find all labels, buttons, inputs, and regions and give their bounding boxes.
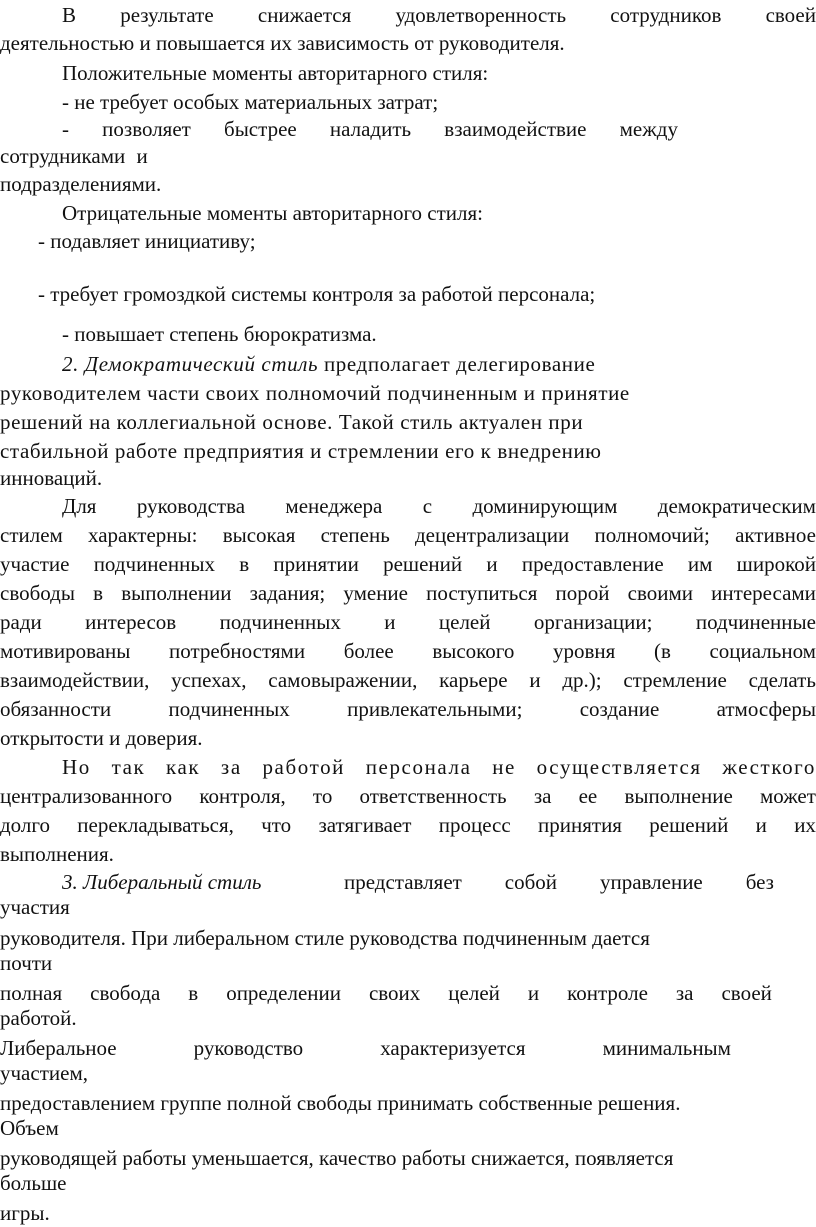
text-line bbox=[0, 812, 816, 839]
word: свобода bbox=[90, 981, 161, 1005]
word: целей bbox=[438, 610, 491, 634]
word: контроля, bbox=[199, 784, 286, 808]
text-line bbox=[0, 980, 772, 1007]
word: подчиненных bbox=[219, 610, 341, 634]
word: ее bbox=[578, 784, 598, 808]
word: своей bbox=[765, 3, 816, 27]
word: задания; bbox=[249, 581, 326, 605]
word: предоставление bbox=[521, 552, 664, 576]
word: минимальным bbox=[602, 1036, 731, 1060]
word: за bbox=[675, 981, 694, 1005]
word: интересов bbox=[85, 610, 177, 634]
text-line: подразделениями. bbox=[0, 172, 162, 196]
word: высокого bbox=[432, 639, 515, 663]
word: снижается bbox=[257, 3, 352, 27]
word: процесс bbox=[438, 813, 511, 837]
word: уровня bbox=[553, 639, 616, 663]
word: активное bbox=[735, 523, 816, 547]
text-line: руководителем части своих полномочий подчиненным и принятие bbox=[0, 381, 630, 405]
word: мотивированы bbox=[0, 639, 131, 663]
text-line: Отрицательные моменты авторитарного стиля: bbox=[62, 201, 483, 225]
word: карьере bbox=[439, 668, 508, 692]
word: В bbox=[62, 3, 77, 27]
word: между bbox=[619, 117, 678, 141]
text-line bbox=[0, 696, 816, 723]
word: Для bbox=[62, 494, 97, 518]
word: как bbox=[166, 755, 201, 779]
word: атмосферы bbox=[716, 697, 816, 721]
word: централизованного bbox=[0, 784, 173, 808]
word: и bbox=[529, 668, 541, 692]
word: руководство bbox=[193, 1036, 304, 1060]
text-line: деятельностью и повышается их зависимость от руководителя. bbox=[0, 31, 565, 55]
word: интересами bbox=[711, 581, 816, 605]
word: и bbox=[384, 610, 396, 634]
word: участие bbox=[0, 552, 70, 576]
text-line: руководителя. При либеральном стиле руководства подчиненным дается bbox=[0, 926, 650, 950]
text-line bbox=[62, 116, 678, 143]
word: взаимодействии, bbox=[0, 668, 150, 692]
word: им bbox=[687, 552, 713, 576]
word: без bbox=[745, 870, 774, 894]
word: Либеральное bbox=[0, 1036, 117, 1060]
text-line bbox=[0, 667, 816, 694]
text-line: участием, bbox=[0, 1061, 88, 1085]
word: принятии bbox=[273, 552, 359, 576]
text-line bbox=[0, 1035, 731, 1062]
word: за bbox=[220, 755, 242, 779]
word: потребностями bbox=[169, 639, 306, 663]
text-line: - не требует особых материальных затрат; bbox=[62, 90, 439, 114]
word: организации; bbox=[533, 610, 653, 634]
word: самовыражении, bbox=[268, 668, 418, 692]
text-line bbox=[62, 2, 816, 29]
word: менеджера bbox=[285, 494, 383, 518]
section-heading-democratic: 2. Демократический стиль bbox=[62, 352, 319, 376]
word: характеризуется bbox=[380, 1036, 526, 1060]
word: - bbox=[62, 117, 69, 141]
word: своей bbox=[721, 981, 772, 1005]
word: социальном bbox=[709, 639, 816, 663]
word: управление bbox=[599, 870, 703, 894]
word: перекладываться, bbox=[77, 813, 234, 837]
word: подчиненные bbox=[695, 610, 816, 634]
word: порой bbox=[555, 581, 610, 605]
text-line: работой. bbox=[0, 1006, 77, 1030]
word: в bbox=[188, 981, 199, 1005]
word: принятия bbox=[538, 813, 622, 837]
word: за bbox=[533, 784, 552, 808]
word: поступиться bbox=[426, 581, 538, 605]
word: и bbox=[755, 813, 767, 837]
word: не bbox=[492, 755, 516, 779]
word: позволяет bbox=[102, 117, 191, 141]
text-line: почти bbox=[0, 951, 53, 975]
text-line: инноваций. bbox=[0, 466, 103, 490]
text-line: решений на коллегиальной основе. Такой стиль актуален при bbox=[0, 410, 584, 434]
word: целей bbox=[448, 981, 500, 1005]
word: взаимодействие bbox=[444, 117, 587, 141]
text-line bbox=[0, 783, 816, 810]
word: наладить bbox=[329, 117, 412, 141]
word: успехах, bbox=[171, 668, 247, 692]
text-line bbox=[0, 551, 816, 578]
word: высокая bbox=[222, 523, 296, 547]
word: выполнении bbox=[121, 581, 232, 605]
word: децентрализации bbox=[414, 523, 570, 547]
word: может bbox=[759, 784, 816, 808]
text-line: открытости и доверия. bbox=[0, 726, 203, 750]
word: подчиненных bbox=[93, 552, 215, 576]
text-line: Объем bbox=[0, 1116, 59, 1140]
word: своими bbox=[627, 581, 694, 605]
text-line: - повышает степень бюрократизма. bbox=[62, 322, 377, 346]
word: персонала bbox=[365, 755, 472, 779]
word: контроле bbox=[567, 981, 648, 1005]
word: что bbox=[261, 813, 292, 837]
text-fragment bbox=[344, 869, 774, 896]
word: их bbox=[794, 813, 816, 837]
word: работой bbox=[262, 755, 346, 779]
word: стилем bbox=[0, 523, 63, 547]
word: решений bbox=[383, 552, 463, 576]
word: обязанности bbox=[0, 697, 112, 721]
text-line bbox=[0, 638, 816, 665]
word: так bbox=[111, 755, 146, 779]
word: характерны: bbox=[88, 523, 198, 547]
word: подчиненных bbox=[168, 697, 290, 721]
word: затягивает bbox=[318, 813, 412, 837]
text-line: стабильной работе предприятия и стремлении его к внедрению bbox=[0, 439, 602, 463]
word: создание bbox=[579, 697, 660, 721]
word: руководства bbox=[136, 494, 246, 518]
word: др.); bbox=[562, 668, 602, 692]
text-line: предоставлением группе полной свободы принимать собственные решения. bbox=[0, 1091, 681, 1115]
text-line: выполнения. bbox=[0, 842, 114, 866]
text-line: игры. bbox=[0, 1201, 50, 1225]
word: в bbox=[93, 581, 104, 605]
word: результате bbox=[120, 3, 214, 27]
word: полномочий; bbox=[594, 523, 710, 547]
section-heading-liberal: 3. Либеральный стиль bbox=[62, 870, 262, 894]
word: свободы bbox=[0, 581, 75, 605]
word: полная bbox=[0, 981, 63, 1005]
word: стремление bbox=[623, 668, 727, 692]
word: выполнение bbox=[624, 784, 733, 808]
word: долго bbox=[0, 813, 50, 837]
text-line bbox=[62, 754, 816, 781]
text-line: участия bbox=[0, 895, 70, 919]
text-fragment: предполагает делегирование bbox=[318, 352, 596, 376]
word: то bbox=[312, 784, 333, 808]
text-line: сотрудниками и bbox=[0, 144, 148, 168]
text-line: руководящей работы уменьшается, качество работы снижается, появляется bbox=[0, 1146, 674, 1170]
word: более bbox=[343, 639, 394, 663]
word: доминирующим bbox=[472, 494, 618, 518]
word: ради bbox=[0, 610, 42, 634]
word: (в bbox=[653, 639, 671, 663]
text-line bbox=[0, 609, 816, 636]
text-line bbox=[62, 351, 816, 378]
word: сотрудников bbox=[610, 3, 722, 27]
word: Но bbox=[62, 755, 91, 779]
word: степень bbox=[320, 523, 390, 547]
word: своих bbox=[368, 981, 421, 1005]
word: определении bbox=[226, 981, 341, 1005]
word: умение bbox=[343, 581, 408, 605]
word: демократическим bbox=[657, 494, 816, 518]
text-line: больше bbox=[0, 1171, 67, 1195]
text-line bbox=[62, 493, 816, 520]
text-line bbox=[0, 522, 816, 549]
word: сделать bbox=[748, 668, 816, 692]
text-line: - требует громоздкой системы контроля за работой персонала; bbox=[38, 282, 596, 306]
word: собой bbox=[504, 870, 558, 894]
word: осуществляется bbox=[536, 755, 702, 779]
word: с bbox=[422, 494, 433, 518]
word: удовлетворенность bbox=[395, 3, 567, 27]
word: и bbox=[486, 552, 498, 576]
word: широкой bbox=[736, 552, 816, 576]
text-line: Положительные моменты авторитарного стиля: bbox=[62, 61, 489, 85]
text-line bbox=[62, 869, 774, 896]
text-line: - подавляет инициативу; bbox=[38, 229, 256, 253]
word: быстрее bbox=[224, 117, 297, 141]
word: и bbox=[527, 981, 540, 1005]
word: жесткого bbox=[722, 755, 816, 779]
word: привлекательными; bbox=[347, 697, 523, 721]
word: в bbox=[239, 552, 250, 576]
word: ответственность bbox=[359, 784, 507, 808]
word: решений bbox=[649, 813, 729, 837]
text-line bbox=[0, 580, 816, 607]
word: представляет bbox=[344, 870, 462, 894]
